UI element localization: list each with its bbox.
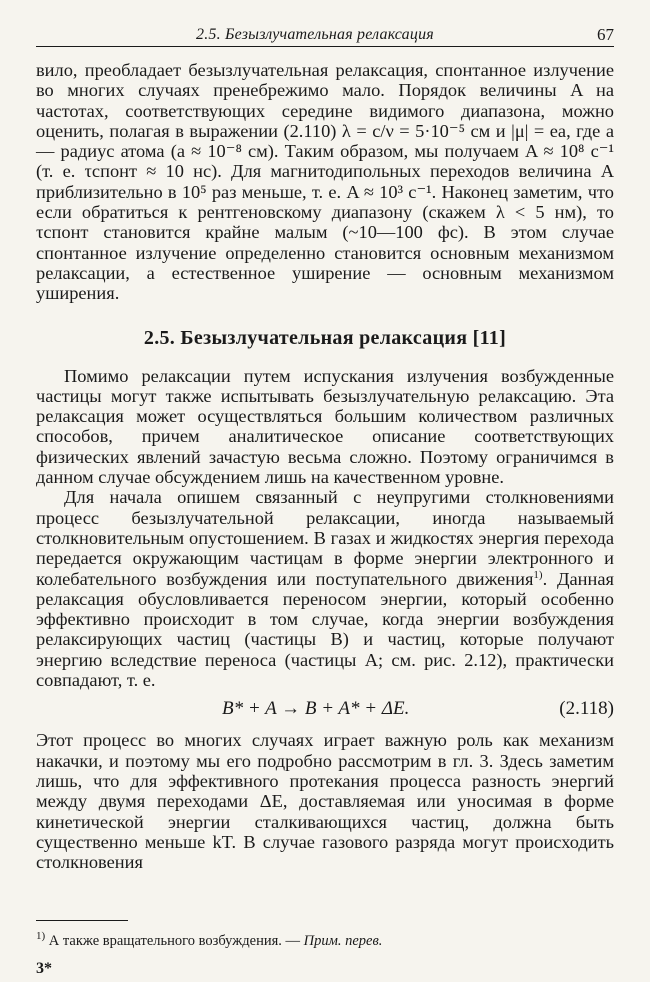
paragraph-2-part2: . Данная релаксация обусловливается переносом энергии, который особенно эффективно происходит в том случае, когда энергии возбуждения релаксирующих частиц (частицы B) и частиц, которые получают энергию вследствие переноса (частицы A; см. рис. 2.12), практически совпадают, т. е. <box>36 568 614 691</box>
footnote-credit: Прим. перев. <box>303 933 383 949</box>
paragraph-1: Помимо релаксации путем испускания излучения возбужденные частицы могут также испытывать безызлучательную релаксацию. Эта релаксация может осуществляться большим количеством различных способов, причем аналитическое описание соответствующих физических явлений зачастую весьма сложно. Поэтому ограничимся в данном случае обсуждением лишь на качественном уровне. <box>36 365 614 488</box>
formula-2-118 <box>36 694 614 724</box>
footnote-marker: 1) <box>36 930 46 943</box>
footnote-reference: 1) <box>533 568 543 581</box>
formula-number: (2.118) <box>559 698 614 720</box>
paragraph-2-part1: Для начала опишем связанный с неупругими столкновениями процесс безызлучательной релаксации, иногда называемый столкновительным опустошением. В газах и жидкостях энергия перехода передается окружающим частицам в форме энергии электронного и колебательного возбуждения или поступательного движения <box>36 487 614 589</box>
section-title: 2.5. Безызлучательная релаксация [11] <box>143 326 507 349</box>
footnote <box>36 930 383 950</box>
paragraph-2 <box>36 487 614 690</box>
formula-expression: B* + A → B + A* + ΔE. <box>222 698 410 720</box>
page-number: 67 <box>597 25 614 44</box>
intro-paragraph: вило, преобладает безызлучательная релаксация, спонтанное излучение во многих случаях пренебрежимо мало. Порядок величины A на частотах, соответствующих середине видимого диапазона, можно оценить, полагая в выражении (2.110) λ = c/ν = 5·10⁻⁵ см и |μ| = ea, где a — радиус атома (a ≈ 10⁻⁸ см). Таким образом, мы получаем A ≈ 10⁸ с⁻¹ (т. е. τспонт ≈ 10 нс). Для магнитодипольных переходов величина A приблизительно в 10⁵ раз меньше, т. е. A ≈ 10³ с⁻¹. Наконец заметим, что если обратиться к рентгеновскому диапазону (скажем λ < 5 нм), то τспонт становится крайне малым (~10—100 фс). В этом случае спонтанное излучение определенно становится основным механизмом релаксации, а естественное уширение — основным механизмом уширения. <box>36 60 614 304</box>
footnote-rule <box>36 920 128 921</box>
body-text <box>36 60 614 872</box>
footnote-text: А также вращательного возбуждения. — <box>48 933 301 949</box>
signature-mark: 3* <box>36 960 52 977</box>
paragraph-3: Этот процесс во многих случаях играет важную роль как механизм накачки, и поэтому мы его подробно рассмотрим в гл. 3. Здесь заметим лишь, что для эффективного протекания процесса разность энергий между двумя переходами ΔE, доставляемая или уносимая в форме кинетической энергии сталкивающихся частиц, должна быть существенно меньше kT. В случае газового разряда могут происходить столкновения <box>36 730 614 873</box>
running-head: 2.5. Безызлучательная релаксация <box>196 26 434 43</box>
page-header <box>36 24 614 47</box>
